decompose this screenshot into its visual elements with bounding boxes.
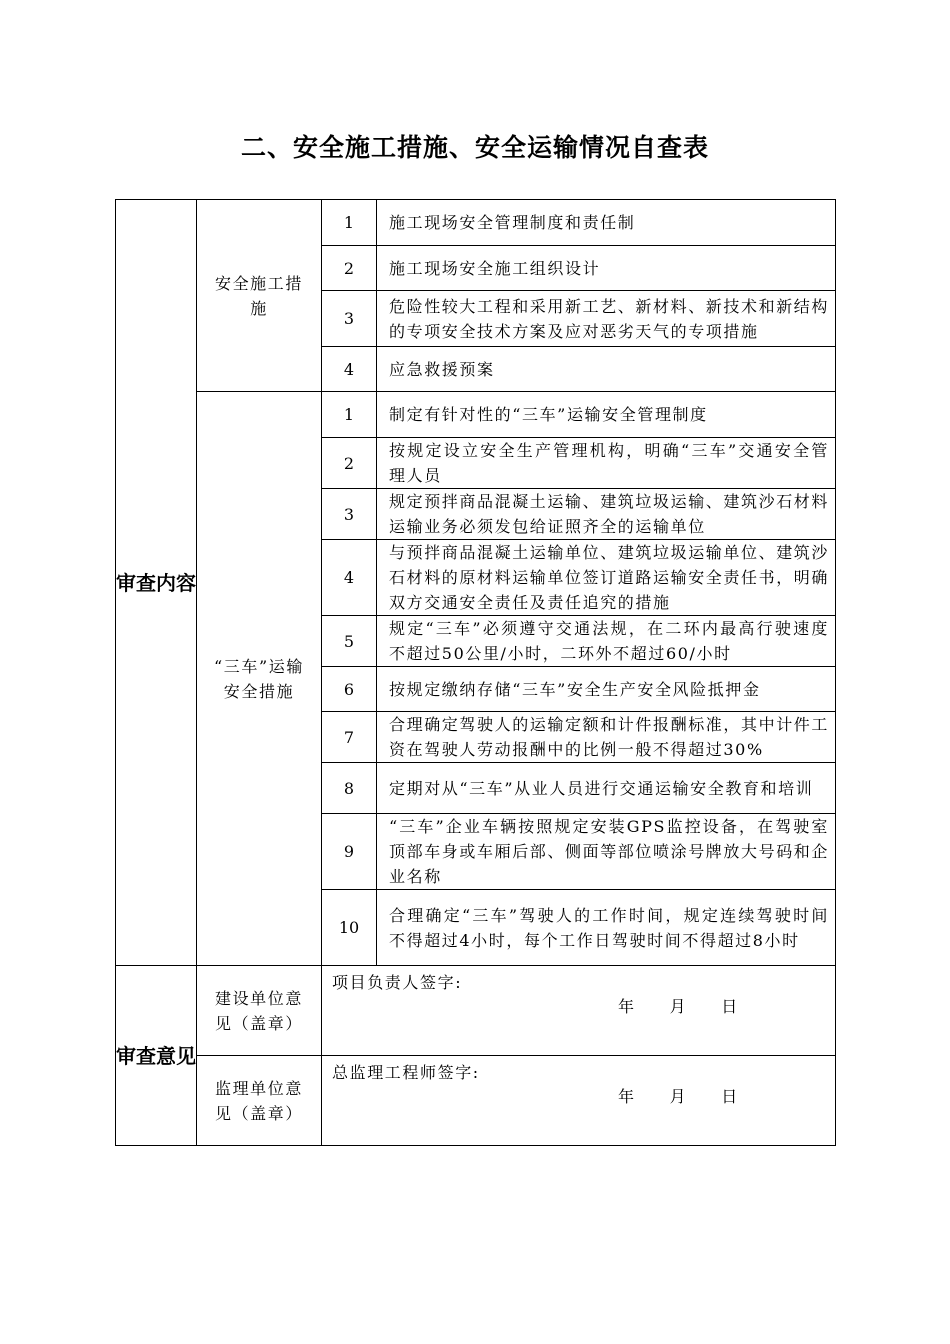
date-fields bbox=[618, 1084, 739, 1109]
signature-cell[interactable] bbox=[322, 1056, 836, 1146]
day-label: 日 bbox=[721, 997, 739, 1016]
item-text: 规定“三车”必须遵守交通法规，在二环内最高行驶速度不超过50公里/小时，二环外不超过60/小时 bbox=[377, 616, 836, 667]
item-number: 5 bbox=[322, 616, 377, 667]
item-text: 施工现场安全管理制度和责任制 bbox=[377, 200, 836, 246]
item-number: 7 bbox=[322, 712, 377, 763]
item-number: 1 bbox=[322, 200, 377, 246]
item-text: “三车”企业车辆按照规定安装GPS监控设备，在驾驶室顶部车身或车厢后部、侧面等部位喷涂号牌放大号码和企业名称 bbox=[377, 814, 836, 890]
item-text: 与预拌商品混凝土运输单位、建筑垃圾运输单位、建筑沙石材料的原材料运输单位签订道路运输安全责任书，明确双方交通安全责任及责任追究的措施 bbox=[377, 540, 836, 616]
item-text: 应急救援预案 bbox=[377, 347, 836, 392]
table-row bbox=[116, 200, 836, 246]
signature-cell[interactable] bbox=[322, 966, 836, 1056]
item-number: 6 bbox=[322, 667, 377, 712]
table-row bbox=[116, 392, 836, 438]
year-label: 年 bbox=[618, 997, 636, 1016]
item-number: 3 bbox=[322, 489, 377, 540]
day-label: 日 bbox=[721, 1087, 739, 1106]
group-safety-construction: 安全施工措施 bbox=[197, 200, 322, 392]
item-text: 规定预拌商品混凝土运输、建筑垃圾运输、建筑沙石材料运输业务必须发包给证照齐全的运输单位 bbox=[377, 489, 836, 540]
item-text: 按规定设立安全生产管理机构，明确“三车”交通安全管理人员 bbox=[377, 438, 836, 489]
item-text: 施工现场安全施工组织设计 bbox=[377, 246, 836, 291]
signature-label: 项目负责人签字: bbox=[332, 973, 463, 992]
self-check-table bbox=[115, 199, 836, 1146]
section-review-opinion: 审查意见 bbox=[116, 966, 197, 1146]
unit-supervision-opinion: 监理单位意见（盖章） bbox=[197, 1056, 322, 1146]
item-number: 2 bbox=[322, 438, 377, 489]
item-number: 10 bbox=[322, 890, 377, 966]
month-label: 月 bbox=[669, 1087, 688, 1106]
month-label: 月 bbox=[669, 997, 688, 1016]
item-number: 4 bbox=[322, 347, 377, 392]
signature-label: 总监理工程师签字: bbox=[332, 1063, 480, 1082]
item-number: 1 bbox=[322, 392, 377, 438]
item-number: 2 bbox=[322, 246, 377, 291]
item-number: 3 bbox=[322, 291, 377, 347]
page-title: 二、安全施工措施、安全运输情况自查表 bbox=[240, 133, 709, 162]
item-text: 制定有针对性的“三车”运输安全管理制度 bbox=[377, 392, 836, 438]
unit-construction-opinion: 建设单位意见（盖章） bbox=[197, 966, 322, 1056]
table-row bbox=[116, 966, 836, 1056]
year-label: 年 bbox=[618, 1087, 636, 1106]
item-text: 定期对从“三车”从业人员进行交通运输安全教育和培训 bbox=[377, 763, 836, 814]
item-text: 合理确定驾驶人的运输定额和计件报酬标准，其中计件工资在驾驶人劳动报酬中的比例一般不得超过30% bbox=[377, 712, 836, 763]
group-three-vehicle-safety: “三车”运输安全措施 bbox=[197, 392, 322, 966]
table-row bbox=[116, 1056, 836, 1146]
item-text: 按规定缴纳存储“三车”安全生产安全风险抵押金 bbox=[377, 667, 836, 712]
section-review-content: 审查内容 bbox=[116, 200, 197, 966]
item-number: 8 bbox=[322, 763, 377, 814]
item-text: 危险性较大工程和采用新工艺、新材料、新技术和新结构的专项安全技术方案及应对恶劣天气的专项措施 bbox=[377, 291, 836, 347]
item-number: 4 bbox=[322, 540, 377, 616]
item-text: 合理确定“三车”驾驶人的工作时间，规定连续驾驶时间不得超过4小时，每个工作日驾驶时间不得超过8小时 bbox=[377, 890, 836, 966]
item-number: 9 bbox=[322, 814, 377, 890]
date-fields bbox=[618, 994, 739, 1019]
